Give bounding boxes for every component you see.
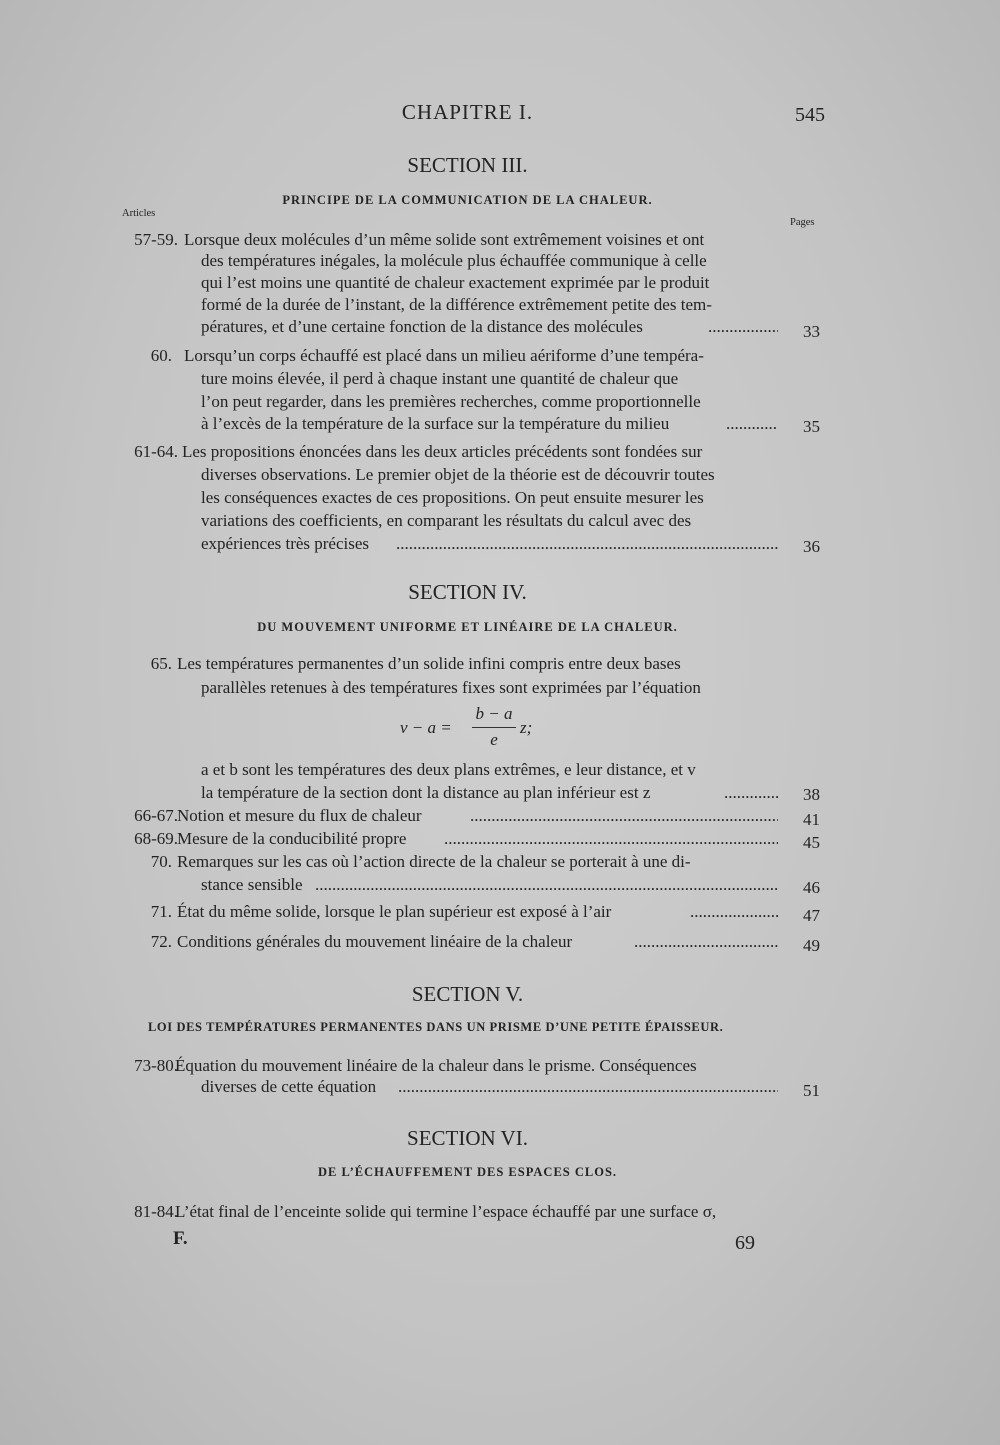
- entry-text-line: la température de la section dont la distance au plan inférieur est z: [201, 783, 651, 802]
- entry-text-line: a et b sont les températures des deux plans extrêmes, e leur distance, et v: [201, 760, 696, 779]
- entry-page: 36: [803, 537, 820, 556]
- entry-page: 33: [803, 322, 820, 341]
- article-number: 57-59.: [134, 230, 178, 249]
- entry-page: 35: [803, 417, 820, 436]
- article-number: 71.: [150, 902, 172, 921]
- section-6-title: SECTION VI.: [407, 1126, 528, 1150]
- entry-text: État du même solide, lorsque le plan supérieur est exposé à l’air: [177, 902, 612, 921]
- dot-leader: [726, 414, 778, 434]
- entry-text-line: Remarques sur les cas où l’action directe de la chaleur se porterait à une di-: [177, 852, 691, 871]
- entry-page: 51: [803, 1081, 820, 1100]
- entry-text-line: qui l’est moins une quantité de chaleur exactement exprimée par le produit: [201, 273, 710, 292]
- article-number: 72.: [150, 932, 172, 951]
- page-number: 545: [795, 104, 825, 126]
- section-6-subtitle: DE L’ÉCHAUFFEMENT DES ESPACES CLOS.: [317, 1165, 618, 1179]
- equation-lhs: v − a =: [400, 718, 452, 737]
- fraction-bar: [472, 727, 516, 728]
- entry-text-line: formé de la durée de l’instant, de la différence extrêmement petite des tem-: [201, 295, 712, 314]
- pages-column-header: Pages: [790, 217, 815, 228]
- entry-text-line: Lorsque deux molécules d’un même solide sont extrêmement voisines et ont: [184, 230, 705, 249]
- entry-text-line: Les températures permanentes d’un solide infini compris entre deux bases: [177, 654, 681, 673]
- dot-leader: [396, 534, 778, 554]
- equation-denominator: e: [490, 730, 498, 749]
- entry-text-line: les conséquences exactes de ces propositions. On peut ensuite mesurer les: [201, 488, 704, 507]
- entry-page: 41: [803, 810, 820, 829]
- entry-text-line: diverses de cette équation: [201, 1077, 377, 1096]
- entry-text: L’état final de l’enceinte solide qui termine l’espace échauffé par une surface σ,: [175, 1202, 717, 1221]
- article-number: 65.: [150, 654, 172, 673]
- dot-leader: [470, 806, 778, 826]
- entry-text-line: l’on peut regarder, dans les premières recherches, comme proportionnelle: [201, 392, 701, 411]
- dot-leader: [724, 783, 778, 803]
- section-4-title: SECTION IV.: [408, 580, 527, 604]
- entry-text-line: à l’excès de la température de la surface sur la température du milieu: [201, 414, 670, 433]
- entry-page: 46: [803, 878, 820, 897]
- articles-column-header: Articles: [122, 208, 156, 219]
- chapter-heading: CHAPITRE I.: [401, 100, 534, 124]
- section-4-subtitle: DU MOUVEMENT UNIFORME ET LINÉAIRE DE LA CHALEUR.: [257, 620, 678, 634]
- equation-numerator: b − a: [475, 704, 513, 723]
- entry-text-line: Lorsqu’un corps échauffé est placé dans un milieu aériforme d’une tempéra-: [184, 346, 704, 365]
- entry-page: 45: [803, 833, 820, 852]
- article-number: 70.: [150, 852, 172, 871]
- entry-page: 38: [803, 785, 820, 804]
- equation-rhs: z;: [520, 718, 533, 737]
- section-5-subtitle: LOI DES TEMPÉRATURES PERMANENTES DANS UN PRISME D’UNE PETITE ÉPAISSEUR.: [148, 1020, 724, 1034]
- section-3-subtitle: PRINCIPE DE LA COMMUNICATION DE LA CHALEUR.: [282, 193, 653, 207]
- entry-text-line: variations des coefficients, en comparant les résultats du calcul avec des: [201, 511, 692, 530]
- dot-leader: [444, 829, 778, 849]
- entry-text: Conditions générales du mouvement linéaire de la chaleur: [177, 932, 573, 951]
- entry-text: Notion et mesure du flux de chaleur: [177, 806, 422, 825]
- sheet-number: 69: [735, 1232, 755, 1254]
- section-3-title: SECTION III.: [407, 153, 528, 177]
- entry-text-line: diverses observations. Le premier objet de la théorie est de découvrir toutes: [201, 465, 715, 484]
- section-5-title: SECTION V.: [411, 982, 524, 1006]
- article-number: 66-67.: [134, 806, 178, 825]
- entry-text-line: parallèles retenues à des températures fixes sont exprimées par l’équation: [201, 678, 701, 697]
- entry-text-line: ture moins élevée, il perd à chaque instant une quantité de chaleur que: [201, 369, 679, 388]
- entry-page: 47: [803, 906, 820, 925]
- entry-text-line: expériences très précises: [201, 534, 370, 553]
- dot-leader: [634, 932, 778, 952]
- article-number: 68-69.: [134, 829, 178, 848]
- dot-leader: [708, 317, 778, 337]
- entry-text-line: Équation du mouvement linéaire de la chaleur dans le prisme. Conséquences: [175, 1056, 697, 1075]
- entry-page: 49: [803, 936, 820, 955]
- article-number: 73-80.: [134, 1056, 178, 1075]
- entry-text-line: Les propositions énoncées dans les deux articles précédents sont fondées sur: [182, 442, 703, 461]
- entry-text-line: stance sensible: [201, 875, 303, 894]
- dot-leader: [690, 902, 778, 922]
- article-number: 81-84.: [134, 1202, 178, 1221]
- entry-text-line: des températures inégales, la molécule plus échauffée communique à celle: [201, 251, 707, 270]
- entry-text-line: pératures, et d’une certaine fonction de la distance des molécules: [201, 317, 643, 336]
- article-number: 61-64.: [134, 442, 178, 461]
- signature-mark: F.: [173, 1228, 188, 1249]
- dot-leader: [315, 875, 778, 895]
- article-number: 60.: [150, 346, 172, 365]
- entry-text: Mesure de la conducibilité propre: [177, 829, 407, 848]
- dot-leader: [398, 1077, 778, 1097]
